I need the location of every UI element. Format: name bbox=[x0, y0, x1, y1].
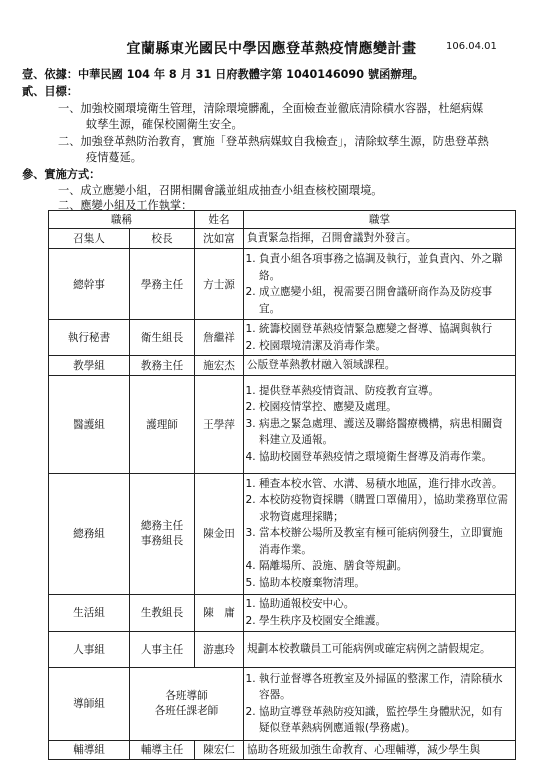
task-item: 1. 提供登革熱疫情資訊、防疫教育宣導。 bbox=[259, 383, 512, 400]
table-header-row bbox=[49, 211, 516, 229]
row-name: 詹繼祥 bbox=[195, 320, 244, 356]
document-date: 106.04.01 bbox=[446, 41, 497, 52]
row-title: 輔導主任 bbox=[130, 740, 195, 760]
goals-heading: 貳、目標： bbox=[22, 85, 78, 98]
row-title: 護理師 bbox=[130, 375, 195, 473]
row-title bbox=[130, 667, 244, 740]
row-name: 方士源 bbox=[195, 249, 244, 320]
task-item: 1. 種查本校水管、水溝、易積水地區，進行排水改善。 bbox=[259, 476, 512, 493]
table-row bbox=[49, 667, 516, 740]
row-duty: 協助各班級加強生命教育、心理輔導，減少學生與 bbox=[244, 740, 516, 760]
task-item: 1. 統籌校園登革熱疫情緊急應變之督導、協調與執行 bbox=[259, 321, 512, 338]
row-name: 陳金田 bbox=[195, 473, 244, 594]
table-row bbox=[49, 320, 516, 356]
row-duty: 規劃本校教職員工可能病例或確定病例之請假規定。 bbox=[244, 631, 516, 667]
task-list bbox=[247, 671, 512, 737]
row-group: 召集人 bbox=[49, 229, 130, 249]
task-list bbox=[247, 476, 512, 592]
row-title: 校長 bbox=[130, 229, 195, 249]
document-title: 宜蘭縣東光國民中學因應登革熱疫情應變計畫 bbox=[126, 41, 417, 57]
header-duty: 職掌 bbox=[244, 211, 516, 229]
table-row bbox=[49, 631, 516, 667]
method-2-line: 二、應變小組及工作執掌： bbox=[58, 199, 193, 212]
task-item: 3. 當本校辦公場所及教室有極可能病例發生，立即實施消毒作業。 bbox=[259, 525, 512, 558]
row-duty bbox=[244, 320, 516, 356]
task-item: 2. 校園環境清潔及消毒作業。 bbox=[259, 338, 512, 355]
row-title: 學務主任 bbox=[130, 249, 195, 320]
row-group: 教學組 bbox=[49, 356, 130, 376]
goal-1-line-2: 蚊孳生源，確保校園衛生安全。 bbox=[86, 118, 243, 131]
row-group: 執行秘書 bbox=[49, 320, 130, 356]
table-row bbox=[49, 229, 516, 249]
row-title bbox=[130, 473, 195, 594]
row-duty bbox=[244, 249, 516, 320]
title-line: 各班導師 bbox=[165, 689, 208, 702]
goal-1-line-1: 一、加強校園環境衛生管理，清除環境髒亂，全面檢查並徹底清除積水容器，杜絕病媒 bbox=[58, 102, 484, 115]
row-duty bbox=[244, 594, 516, 631]
row-name: 游惠玲 bbox=[195, 631, 244, 667]
task-item: 2. 本校防疫物資採購（購置口罩備用），協助業務單位需求物資處理採購； bbox=[259, 492, 512, 525]
goal-2-line-1: 二、加強登革熱防治教育，實施「登革熱病媒蚊自我檢查」，清除蚊孳生源，防患登革熱 bbox=[58, 135, 489, 148]
table-row bbox=[49, 356, 516, 376]
task-item: 2. 協助宣導登革熱防疫知識，監控學生身體狀況，如有疑似登革熱病例應通報(學務處)。 bbox=[259, 704, 512, 737]
header-name: 姓名 bbox=[195, 211, 244, 229]
task-item: 2. 校園疫情掌控、應變及處理。 bbox=[259, 399, 512, 416]
row-name: 陳宏仁 bbox=[195, 740, 244, 760]
table-row bbox=[49, 473, 516, 594]
row-duty bbox=[244, 375, 516, 473]
title-line: 各班任課老師 bbox=[154, 704, 219, 717]
row-group: 醫護組 bbox=[49, 375, 130, 473]
task-item: 1. 協助通報校安中心。 bbox=[259, 596, 512, 613]
table-row bbox=[49, 740, 516, 760]
goal-2-line-2: 疫情蔓延。 bbox=[86, 151, 142, 164]
row-title: 生教組長 bbox=[130, 594, 195, 631]
task-item: 4. 隔離場所、設施、膳食等規劃。 bbox=[259, 558, 512, 575]
table-row bbox=[49, 249, 516, 320]
task-item: 1. 執行並督導各班教室及外掃區的整潔工作，清除積水容器。 bbox=[259, 671, 512, 704]
header-position: 職稱 bbox=[49, 211, 195, 229]
table-row bbox=[49, 375, 516, 473]
row-duty bbox=[244, 473, 516, 594]
row-group: 輔導組 bbox=[49, 740, 130, 760]
task-list bbox=[247, 596, 512, 629]
row-title: 教務主任 bbox=[130, 356, 195, 376]
row-group: 生活組 bbox=[49, 594, 130, 631]
task-item: 1. 負責小組各項事務之協調及執行，並負責內、外之聯絡。 bbox=[259, 251, 512, 284]
basis-line: 壹、依據：中華民國 104 年 8 月 31 日府教體字第 1040146090 號函辦理。 bbox=[22, 68, 424, 81]
row-group: 導師組 bbox=[49, 667, 130, 740]
task-list bbox=[247, 383, 512, 466]
methods-heading: 參、實施方式： bbox=[22, 168, 101, 181]
title-line: 事務組長 bbox=[140, 534, 184, 547]
row-duty bbox=[244, 667, 516, 740]
row-name: 陳 庸 bbox=[195, 594, 244, 631]
task-list bbox=[247, 251, 512, 317]
row-name: 沈如富 bbox=[195, 229, 244, 249]
row-name: 施宏杰 bbox=[195, 356, 244, 376]
duty-table bbox=[48, 210, 516, 760]
task-item: 4. 協助校園登革熱疫情之環境衛生督導及消毒作業。 bbox=[259, 449, 512, 466]
row-name: 王學萍 bbox=[195, 375, 244, 473]
method-1-line: 一、成立應變小組，召開相關會議並組成抽查小組查核校園環境。 bbox=[58, 184, 383, 197]
row-duty: 公版登革熱教材融入領域課程。 bbox=[244, 356, 516, 376]
task-item: 5. 協助本校廢棄物清理。 bbox=[259, 575, 512, 592]
task-item: 2. 成立應變小組，視需要召開會議研商作為及防疫事宜。 bbox=[259, 284, 512, 317]
task-item: 3. 病患之緊急處理、護送及聯絡醫療機構，病患相關資料建立及通報。 bbox=[259, 416, 512, 449]
row-title: 衛生組長 bbox=[130, 320, 195, 356]
table-row bbox=[49, 594, 516, 631]
task-list bbox=[247, 321, 512, 354]
row-group: 人事組 bbox=[49, 631, 130, 667]
task-item: 2. 學生秩序及校園安全維護。 bbox=[259, 613, 512, 630]
row-duty: 負責緊急指揮，召開會議對外發言。 bbox=[244, 229, 516, 249]
row-title: 人事主任 bbox=[130, 631, 195, 667]
title-line: 總務主任 bbox=[140, 519, 184, 532]
row-group: 總務組 bbox=[49, 473, 130, 594]
row-group: 總幹事 bbox=[49, 249, 130, 320]
